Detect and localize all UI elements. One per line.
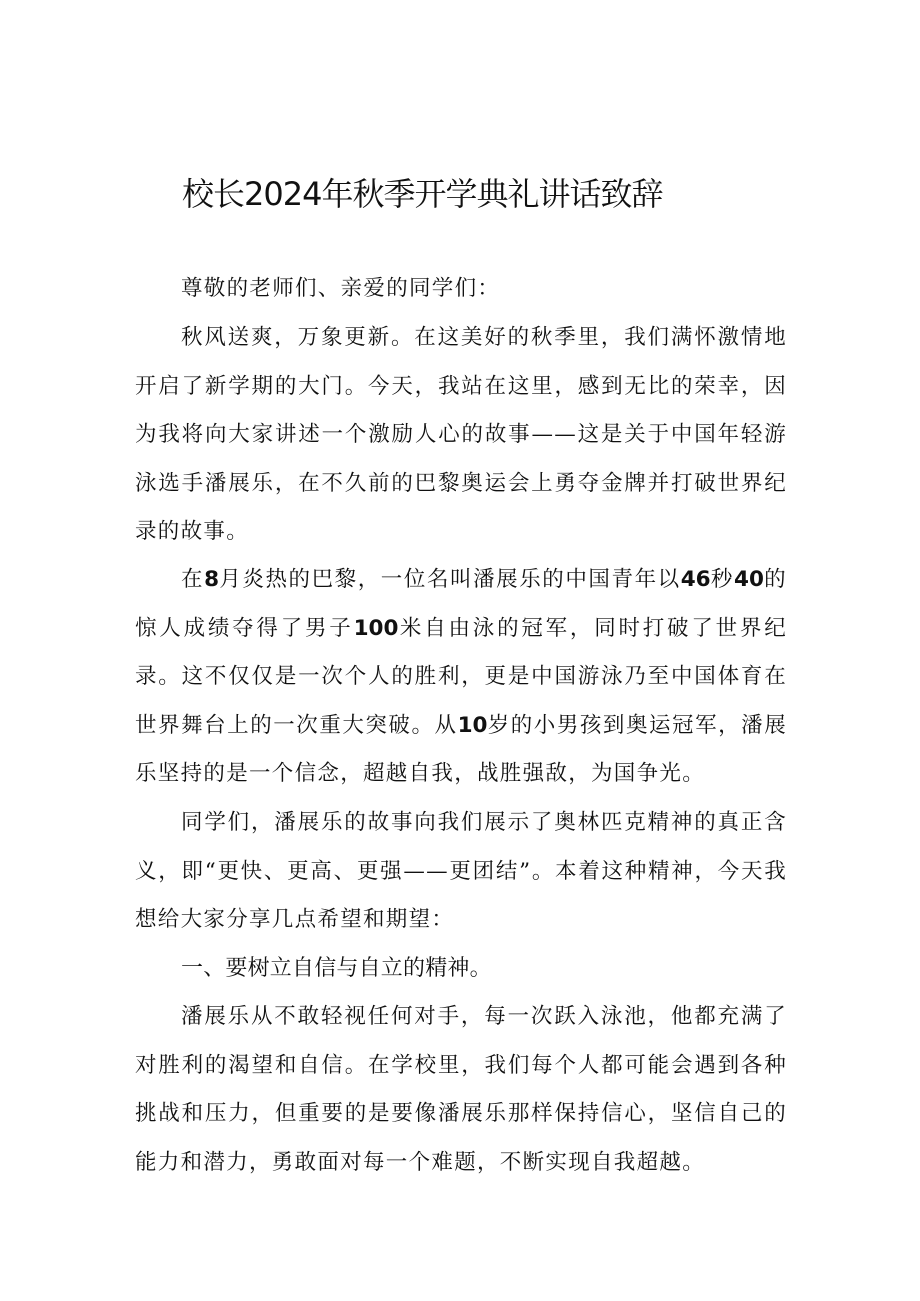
salutation: 尊敬的老师们、亲爱的同学们：	[181, 276, 501, 301]
number-seconds: 46	[680, 567, 711, 592]
text-run: 米自由泳的冠军，同时打破了世界纪录。这不仅仅是一次个人的胜利，更是中国游泳乃至中国体育在世界舞台上的一次重大突破。从	[135, 615, 787, 738]
paragraph-autumn-opening: 秋风送爽，万象更新。在这美好的秋季里，我们满怀激情地开启了新学期的大门。今天，我站在这里，感到无比的荣幸，因为我将向大家讲述一个激励人心的故事——这是关于中国年轻游泳选手潘展乐，在不久前的巴黎奥运会上勇夺金牌并打破世界纪录的故事。	[135, 325, 787, 544]
paragraph-olympic-spirit: 同学们，潘展乐的故事向我们展示了奥林匹克精神的真正含义，即“更快、更高、更强——更团结”。本着这种精神，今天我想给大家分享几点希望和期望：	[135, 810, 787, 932]
number-distance: 100	[353, 615, 399, 641]
text-run: 月炎热的巴黎，一位名叫潘展乐的中国青年以	[219, 567, 681, 592]
text-run: 岁的小男孩到奥运冠军，潘展乐坚持的是一个信念，超越自我，战胜强敌，为国争光。	[135, 712, 788, 786]
text-run: 的惊人成绩夺得了男子	[135, 567, 787, 641]
paragraph-paris-record	[135, 556, 787, 799]
document-title: 校长2024年秋季开学典礼讲话致辞	[182, 175, 663, 213]
number-hundredths: 40	[733, 567, 764, 592]
number-age: 10	[457, 712, 488, 738]
text-run: 在	[181, 567, 205, 592]
text-run: 秒	[710, 567, 734, 592]
number-month: 8	[204, 567, 220, 592]
section-heading-confidence: 一、要树立自信与自立的精神。	[181, 956, 492, 981]
paragraph-confidence: 潘展乐从不敢轻视任何对手，每一次跃入泳池，他都充满了对胜利的渴望和自信。在学校里，我们每个人都可能会遇到各种挑战和压力，但重要的是要像潘展乐那样保持信心，坚信自己的能力和潜力，勇敢面对每一个难题，不断实现自我超越。	[135, 1004, 787, 1175]
